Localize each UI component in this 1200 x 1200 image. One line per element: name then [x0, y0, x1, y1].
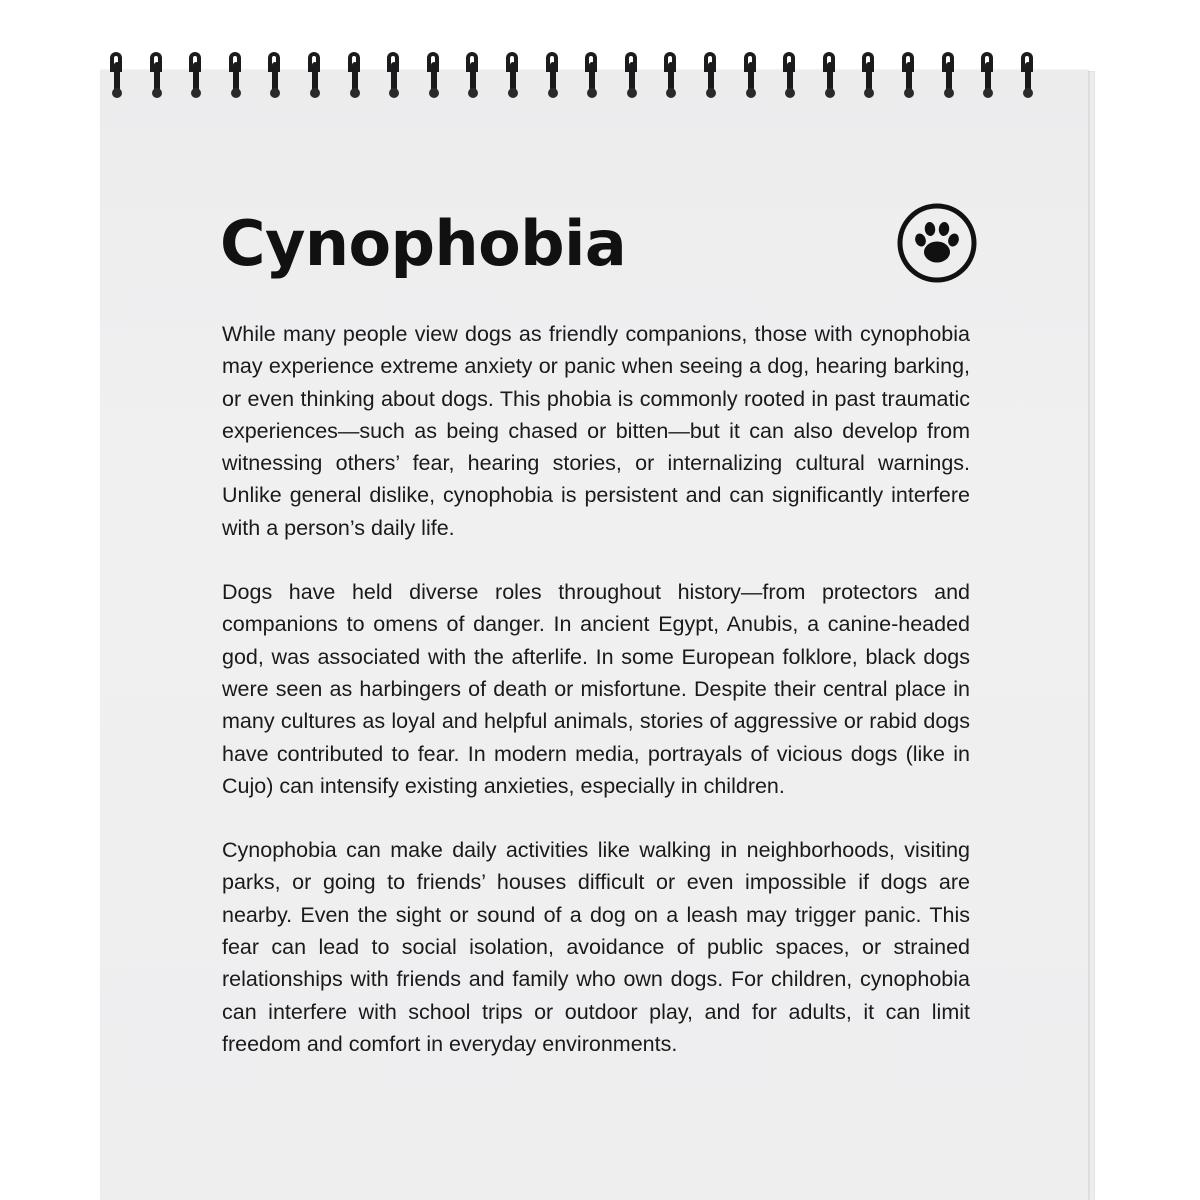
binding-coil	[664, 48, 678, 104]
binding-coil	[744, 48, 758, 104]
binding-coil	[942, 48, 956, 104]
binding-coil	[348, 48, 362, 104]
paragraph: Cynophobia can make daily activities like walking in neighborhoods, visiting parks, or going to friends’ houses difficult or even impossible if dogs are nearby. Even the sight or sound of a dog on a leash may trigger panic. This fear can lead to social isolation, avoidance of public spaces, or strained relationships with friends and family who own dogs. For children, cynophobia can interfere with school trips or outdoor play, and for adults, it can limit freedom and comfort in everyday environments.	[222, 838, 970, 1056]
binding-coil	[150, 48, 164, 104]
binding-coil	[189, 48, 203, 104]
binding-coil	[268, 48, 282, 104]
binding-coil	[902, 48, 916, 104]
paragraph: While many people view dogs as friendly companions, those with cynophobia may experience extreme anxiety or panic when seeing a dog, hearing barking, or even thinking about dogs. This phobia is commonly rooted in past traumatic experiences—such as being chased or bitten—but it can also develop from witnessing others’ fear, hearing stories, or internalizing cultural warnings. Unlike general dislike, cynophobia is persistent and can significantly interfere with a person’s daily life.	[222, 322, 970, 540]
binding-coil	[110, 48, 124, 104]
spiral-binding	[100, 48, 1088, 108]
binding-coil	[625, 48, 639, 104]
binding-coil	[506, 48, 520, 104]
paw-print-icon	[896, 202, 978, 284]
binding-coil	[466, 48, 480, 104]
binding-coil	[823, 48, 837, 104]
binding-coil	[704, 48, 718, 104]
binding-coil	[981, 48, 995, 104]
binding-coil	[783, 48, 797, 104]
binding-coil	[546, 48, 560, 104]
paragraph: Dogs have held diverse roles throughout history—from protectors and companions to omens of danger. In ancient Egypt, Anubis, a canine-headed god, was associated with the afterlife. In some European folklore, black dogs were seen as harbingers of death or misfortune. Despite their central place in many cultures as loyal and helpful animals, stories of aggressive or rabid dogs have contributed to fear. In modern media, portrayals of vicious dogs (like in Cujo) can intensify existing anxieties, especially in children.	[222, 580, 970, 798]
binding-coil	[308, 48, 322, 104]
body-text	[222, 318, 970, 1092]
binding-coil	[387, 48, 401, 104]
binding-coil	[862, 48, 876, 104]
binding-coil	[1021, 48, 1035, 104]
binding-coil	[585, 48, 599, 104]
binding-coil	[427, 48, 441, 104]
binding-coil	[229, 48, 243, 104]
page-title: Cynophobia	[220, 207, 627, 280]
